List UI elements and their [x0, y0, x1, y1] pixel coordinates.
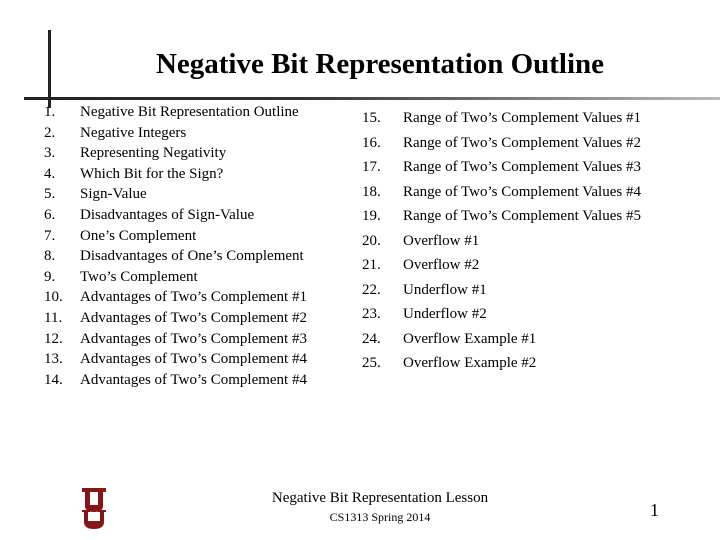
item-text: Advantages of Two’s Complement #4 — [80, 371, 307, 388]
item-text: Range of Two’s Complement Values #4 — [403, 183, 641, 200]
item-number: 4. — [44, 165, 56, 182]
item-text: Overflow #1 — [403, 232, 480, 249]
item-number: 3. — [44, 145, 56, 162]
item-text: Range of Two’s Complement Values #3 — [403, 159, 641, 175]
item-text: Which Bit for the Sign? — [80, 165, 224, 182]
page-number: 1 — [650, 500, 659, 520]
footer-lesson: Negative Bit Representation Lesson — [271, 490, 489, 506]
item-text: Overflow Example #1 — [403, 330, 537, 347]
item-number: 10. — [44, 289, 63, 306]
item-number: 21. — [362, 257, 381, 273]
item-number: 24. — [362, 330, 381, 347]
slide-title: Negative Bit Representation Outline — [155, 48, 605, 80]
item-number: 22. — [362, 281, 381, 298]
item-number: 25. — [362, 355, 381, 371]
item-number: 20. — [362, 232, 381, 249]
item-number: 18. — [362, 183, 381, 200]
item-number: 11. — [44, 309, 63, 326]
item-text: Disadvantages of Sign-Value — [80, 206, 255, 223]
item-number: 19. — [362, 208, 381, 224]
item-number: 14. — [44, 371, 63, 388]
item-text: Underflow #2 — [403, 306, 487, 322]
item-number: 2. — [44, 124, 56, 141]
item-number: 8. — [44, 248, 56, 265]
item-text: Range of Two’s Complement Values #2 — [403, 134, 641, 151]
item-text: Disadvantages of One’s Complement — [80, 248, 304, 265]
item-number: 7. — [44, 227, 56, 244]
item-text: One’s Complement — [80, 227, 197, 244]
item-number: 17. — [362, 159, 381, 175]
item-text: Advantages of Two’s Complement #2 — [80, 309, 307, 326]
item-text: Advantages of Two’s Complement #1 — [80, 289, 307, 306]
item-number: 9. — [44, 268, 56, 285]
item-number: 6. — [44, 206, 56, 223]
item-text: Range of Two’s Complement Values #5 — [403, 208, 641, 224]
item-text: Sign-Value — [80, 186, 147, 203]
footer-course: CS1313 Spring 2014 — [329, 510, 431, 524]
item-text: Range of Two’s Complement Values #1 — [403, 110, 641, 126]
item-number: 5. — [44, 186, 56, 203]
item-text: Advantages of Two’s Complement #3 — [80, 330, 307, 347]
item-number: 16. — [362, 134, 381, 151]
item-text: Overflow Example #2 — [403, 355, 537, 371]
item-text: Advantages of Two’s Complement #4 — [80, 351, 307, 368]
item-number: 23. — [362, 306, 381, 322]
item-text: Representing Negativity — [80, 145, 227, 162]
item-text: Overflow #2 — [403, 257, 480, 273]
item-text: Underflow #1 — [403, 281, 487, 298]
item-number: 12. — [44, 330, 63, 347]
item-number: 13. — [44, 351, 63, 368]
item-number: 15. — [362, 110, 381, 126]
item-number: 1. — [44, 104, 56, 120]
item-text: Negative Bit Representation Outline — [80, 104, 299, 120]
horizontal-rule — [24, 97, 720, 100]
item-text: Two’s Complement — [80, 268, 198, 285]
item-text: Negative Integers — [80, 124, 187, 141]
